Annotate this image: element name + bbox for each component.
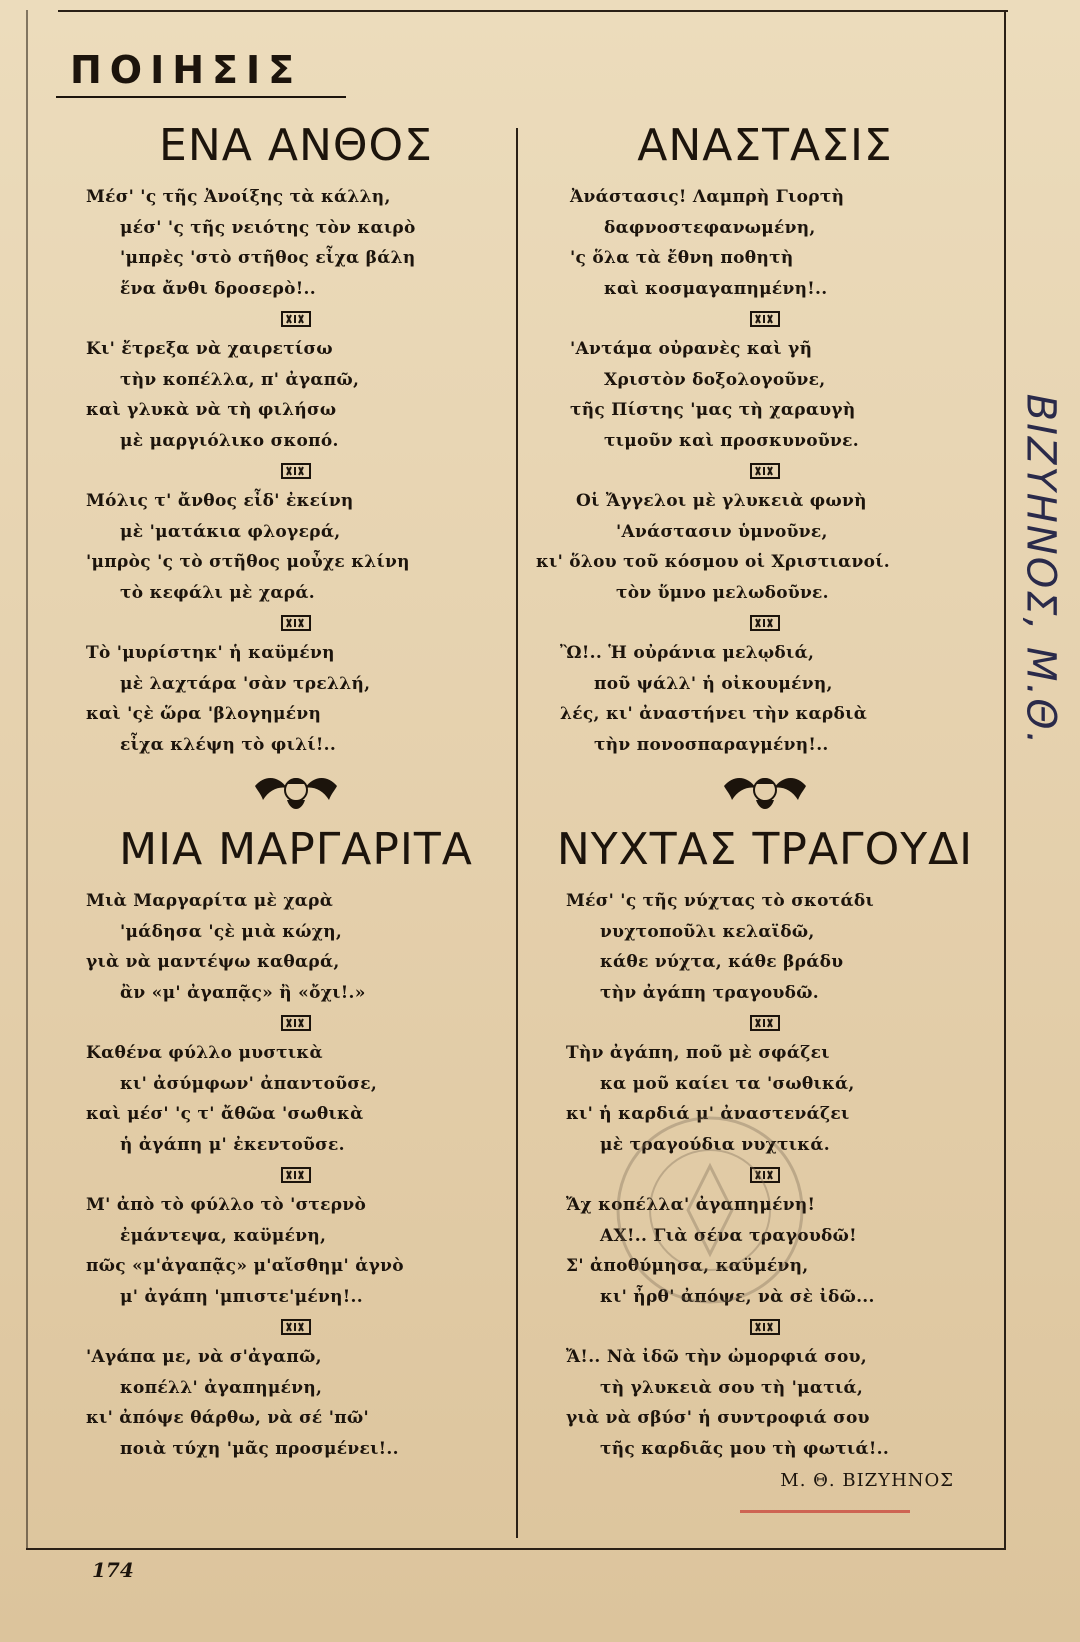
verse-line: Οἱ Ἄγγελοι μὲ γλυκειὰ φωνὴ — [576, 491, 867, 511]
poem-title: ΝΥΧΤΑΣ ΤΡΑΓΟΥΔΙ — [556, 824, 974, 875]
verse-line: κι' ἡ καρδιά μ' ἀναστενάζει — [566, 1104, 850, 1124]
cherub-ornament-icon — [526, 766, 1004, 818]
verse-line: ΑΧ!.. Γιὰ σένα τραγουδῶ! — [600, 1225, 857, 1246]
verse-line: Κι' ἔτρεξα νὰ χαιρετίσω — [86, 339, 333, 359]
verse-line: κι' ὅλου τοῦ κόσμου οἱ Χριστιανοί. — [536, 552, 890, 572]
stanza-separator-icon — [526, 304, 1004, 334]
section-underline — [56, 96, 346, 98]
verse-line: καὶ 'ςὲ ὥρα 'βλογημένη — [86, 704, 322, 724]
section-title: ΠΟΙΗΣΙΣ — [70, 48, 303, 92]
verse-line: εἶχα κλέψη τὸ φιλί!.. — [120, 734, 337, 755]
bottom-rule — [26, 1548, 1006, 1550]
stanza — [86, 334, 506, 456]
verse-line: Μέσ' 'ς τῆς νύχτας τὸ σκοτάδι — [566, 891, 875, 911]
verse-line: τὴν πονοσπαραγμένη!.. — [594, 734, 829, 755]
verse-line: τῆς καρδιᾶς μου τὴ φωτιά!.. — [600, 1438, 890, 1459]
section-header — [56, 44, 346, 98]
poem-mia-margarita — [86, 822, 506, 1464]
handwritten-margin-note — [1008, 393, 1072, 747]
stanza — [86, 1342, 506, 1464]
verse-line: καὶ γλυκὰ νὰ τὴ φιλήσω — [86, 400, 337, 420]
poem-title: ΑΝΑΣΤΑΣΙΣ — [637, 120, 893, 171]
left-rule — [26, 10, 28, 1550]
verse-line: ποῦ ψάλλ' ἡ οἰκουμένη, — [594, 673, 833, 694]
verse-line: ἂν «μ' ἀγαπᾷς» ἢ «ὄχι!.» — [120, 982, 366, 1003]
verse-line: 'Ανάστασιν ὑμνοῦνε, — [616, 521, 828, 542]
verse-line: καὶ μέσ' 'ς τ' ἄθῶα 'σωθικὰ — [86, 1104, 364, 1124]
stanza — [526, 886, 1004, 1008]
stanza — [526, 638, 1004, 760]
verse-line: τιμοῦν καὶ προσκυνοῦνε. — [604, 430, 859, 451]
verse-line: Χριστὸν δοξολογοῦνε, — [604, 369, 826, 390]
stanza — [86, 638, 506, 760]
verse-line: μὲ λαχτάρα 'σὰν τρελλή, — [120, 673, 371, 694]
verse-line: δαφνοστεφανωμένη, — [604, 217, 816, 238]
verse-line: μὲ 'ματάκια φλογερά, — [120, 521, 341, 542]
right-rule — [1004, 10, 1006, 1550]
verse-line: νυχτοποῦλι κελαϊδῶ, — [600, 921, 815, 942]
poem-anastasis — [526, 118, 1004, 760]
verse-line: μὲ μαργιόλικο σκοπό. — [120, 430, 339, 451]
red-pencil-underline — [740, 1510, 910, 1513]
stanza — [86, 1038, 506, 1160]
verse-line: Ὢ!.. Ἡ οὐράνια μελῳδιά, — [560, 643, 815, 663]
poem-title: ΕΝΑ ΑΝΘΟΣ — [159, 120, 433, 171]
verse-line: μ' ἀγάπη 'μπιστε'μένη!.. — [120, 1286, 363, 1307]
verse-line: λές, κι' ἀναστήνει τὴν καρδιὰ — [560, 704, 868, 724]
verse-line: Ἄ!.. Νὰ ἰδῶ τὴν ὠμορφιά σου, — [566, 1347, 867, 1367]
stanza — [526, 1342, 1004, 1464]
verse-line: πῶς «μ'ἀγαπᾷς» μ'αἴσθημ' ἁγνὸ — [86, 1256, 404, 1276]
stanza-separator-icon — [86, 1008, 506, 1038]
stanza — [86, 486, 506, 608]
verse-line: τὸ κεφάλι μὲ χαρά. — [120, 582, 315, 603]
verse-line: ἕνα ἄνθι δροσερὸ!.. — [120, 278, 316, 299]
verse-line: Μιὰ Μαργαρίτα μὲ χαρὰ — [86, 891, 334, 911]
cherub-ornament-icon — [86, 766, 506, 818]
verse-line: τὴ γλυκειὰ σου τὴ 'ματιά, — [600, 1377, 864, 1398]
verse-line: ἐμάντεψα, καϋμένη, — [120, 1225, 327, 1246]
stanza — [86, 182, 506, 304]
stanza-separator-icon — [86, 456, 506, 486]
verse-line: Μόλις τ' ἄνθος εἶδ' ἐκείνη — [86, 491, 354, 511]
verse-line: ποιὰ τύχη 'μᾶς προσμένει!.. — [120, 1438, 399, 1459]
stanza-separator-icon — [526, 456, 1004, 486]
verse-line: Μ' ἀπὸ τὸ φύλλο τὸ 'στερνὸ — [86, 1195, 367, 1215]
author-signature: Μ. Θ. ΒΙΖΥΗΝΟΣ — [780, 1470, 954, 1491]
verse-line: καὶ κοσμαγαπημένη!.. — [604, 278, 828, 299]
verse-line: γιὰ νὰ μαντέψω καθαρά, — [86, 952, 340, 972]
verse-line: 'Αντάμα οὐρανὲς καὶ γῆ — [570, 339, 813, 359]
verse-line: γιὰ νὰ σβύσ' ἡ συντροφιά σου — [566, 1408, 870, 1428]
stanza — [526, 182, 1004, 304]
verse-line: 'μπρὲς 'στὸ στῆθος εἶχα βάλη — [120, 248, 416, 268]
verse-line: τὴν κοπέλλα, π' ἀγαπῶ, — [120, 369, 360, 390]
verse-line: κοπέλλ' ἀγαπημένη, — [120, 1377, 323, 1398]
verse-line: Ἄχ κοπέλλα' ἀγαπημένη! — [566, 1195, 816, 1215]
verse-line: 'Αγάπα με, νὰ σ'ἀγαπῶ, — [86, 1347, 322, 1367]
verse-line: 'μπρὸς 'ς τὸ στῆθος μοὖχε κλίνη — [86, 552, 410, 572]
stanza-separator-icon — [86, 608, 506, 638]
verse-line: 'ς ὅλα τὰ ἔθνη ποθητὴ — [570, 248, 794, 268]
verse-line: ἡ ἀγάπη μ' ἐκεντοῦσε. — [120, 1134, 345, 1155]
verse-line: Ἀνάστασις! Λαμπρὴ Γιορτὴ — [570, 187, 845, 207]
verse-line: Καθένα φύλλο μυστικὰ — [86, 1043, 323, 1063]
stanza — [526, 486, 1004, 608]
verse-line: κι' ἦρθ' ἀπόψε, νὰ σὲ ἰδῶ... — [600, 1286, 875, 1307]
verse-line: Τὴν ἀγάπη, ποῦ μὲ σφάζει — [566, 1043, 830, 1063]
stanza-separator-icon — [86, 1160, 506, 1190]
verse-line: τὴν ἀγάπη τραγουδῶ. — [600, 982, 819, 1003]
stanza-separator-icon — [526, 608, 1004, 638]
verse-line: Τὸ 'μυρίστηκ' ἡ καϋμένη — [86, 643, 335, 663]
verse-line: Σ' ἀποθύμησα, καϋμένη, — [566, 1256, 809, 1276]
verse-line: 'μάδησα 'ςὲ μιὰ κώχη, — [120, 921, 343, 942]
stanza-separator-icon — [526, 1312, 1004, 1342]
poem-title: ΜΙΑ ΜΑΡΓΑΡΙΤΑ — [119, 824, 473, 875]
verse-line: κάθε νύχτα, κάθε βράδυ — [600, 952, 844, 972]
verse-line: μέσ' 'ς τῆς νειότης τὸν καιρὸ — [120, 217, 416, 238]
verse-line: τὸν ὕμνο μελωδοῦνε. — [616, 582, 829, 603]
page-number: 174 — [92, 1558, 134, 1582]
stanza — [86, 886, 506, 1008]
library-stamp-icon — [610, 1110, 810, 1310]
verse-line: μὲ τραγούδια νυχτικά. — [600, 1134, 830, 1155]
poem-ena-anthos — [86, 118, 506, 760]
verse-line: Μέσ' 'ς τῆς Ἀνοίξης τὰ κάλλη, — [86, 187, 391, 207]
stanza — [526, 334, 1004, 456]
verse-line: κι' ἀσύμφων' ἀπαντοῦσε, — [120, 1073, 378, 1094]
stanza-separator-icon — [86, 1312, 506, 1342]
left-column — [86, 118, 506, 1464]
verse-line: κα μοῦ καίει τα 'σωθικά, — [600, 1073, 855, 1094]
margin-note-text: ΒΙΖΥΗΝΟΣ, Μ.Θ. — [1017, 393, 1063, 747]
top-rule — [58, 10, 1008, 12]
verse-line: κι' ἀπόψε θάρθω, νὰ σέ 'πῶ' — [86, 1408, 370, 1428]
stanza — [86, 1190, 506, 1312]
stanza-separator-icon — [86, 304, 506, 334]
column-divider — [516, 128, 518, 1538]
stanza-separator-icon — [526, 1008, 1004, 1038]
verse-line: τῆς Πίστης 'μας τὴ χαραυγὴ — [570, 400, 856, 420]
